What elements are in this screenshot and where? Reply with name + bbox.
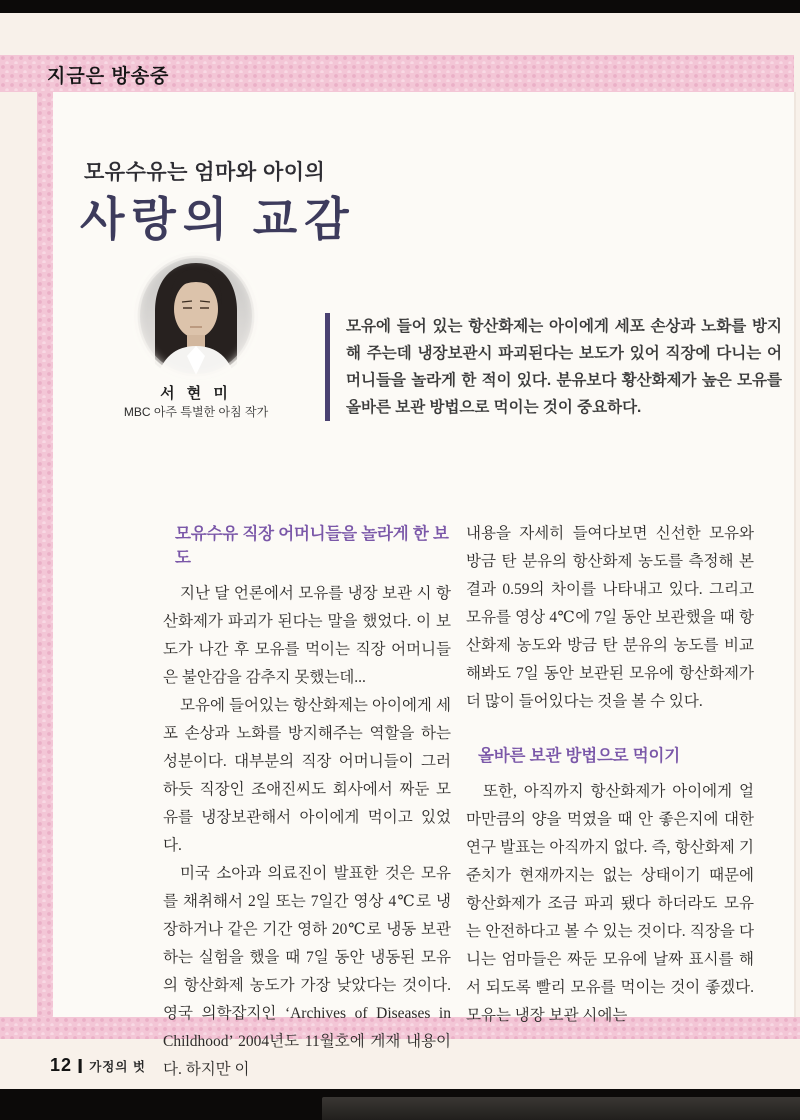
article-body — [163, 520, 755, 1084]
section-tagline: 지금은 방송중 — [47, 66, 170, 87]
article-kicker: 모유수유는 엄마와 아이의 — [84, 161, 326, 184]
author-name: 서 현 미 — [160, 385, 232, 402]
page-footer — [50, 1055, 146, 1076]
body-paragraph: 미국 소아과 의료진이 발표한 것은 모유를 채취해서 2일 또는 7일간 영상 4℃로 냉장하거나 같은 기간 영하 20℃로 냉동 보관하는 실험을 했을 때 7일 동안 냉동된 모유의 항산화제 농도가 가장 낮았다는 것이다. 영국 의학잡지인 ‘Archives of Diseases in Childhood’ 2004년도 11월호에 게재 내용이다. 하지만 이 — [163, 865, 451, 1078]
article-lead-quote: 모유에 들어 있는 항산화제는 아이에게 세포 손상과 노화를 방지해 주는데 냉장보관시 파괴된다는 보도가 있어 직장에 다니는 어머니들을 놀라게 한 적이 있다. 분유보다 황산화제가 높은 모유를 올바른 보관 방법으로 먹이는 것이 중요하다. — [325, 313, 782, 421]
footer-separator: | — [76, 1057, 84, 1074]
author-credit: MBC 아주 특별한 아침 작가 — [123, 405, 269, 419]
body-paragraph-continuation: 내용을 자세히 들여다보면 신선한 모유와 방금 탄 분유의 항산화제 농도를 측정해 본 결과 0.59의 차이를 나타내고 있다. 그리고 모유를 영상 4℃에 7일 동안 보관했을 때 항산화제 농도와 방금 탄 분유의 농도를 비교해봐도 7일 동안 보관된 모유에 항산화제가 더 많이 들어있다는 것을 볼 수 있다. — [466, 525, 754, 710]
author-portrait-photo — [132, 251, 260, 381]
left-pink-border-strip — [37, 92, 53, 1017]
section-heading-storage: 올바른 보관 방법으로 먹이기 — [478, 747, 681, 765]
body-column-left — [163, 520, 451, 1084]
publication-name: 가정의 벗 — [89, 1059, 147, 1074]
section-heading-report: 모유수유 직장 어머니들을 놀라게 한 보도 — [175, 525, 449, 567]
scanner-bed-shadow — [322, 1097, 800, 1120]
page-number: 12 — [50, 1055, 73, 1075]
magazine-page — [0, 13, 800, 1089]
body-paragraph: 또한, 아직까지 항산화제가 아이에게 얼마만큼의 양을 먹였을 때 안 좋은지에 대한 연구 발표는 아직까지 없다. 즉, 항산화제 기준치가 현재까지는 없는 상태이기 때문에 항산화제가 조금 파괴 됐다 하더라도 모유는 안전하다고 볼 수 있는 것이다. 직장을 다니는 엄마들은 짜둔 모유에 날짜 표시를 해서 되도록 빨리 모유를 먹이는 것이 좋겠다. 모유는 냉장 보관 시에는 — [466, 783, 754, 1024]
body-column-right — [466, 520, 754, 1084]
body-paragraph: 지난 달 언론에서 모유를 냉장 보관 시 항산화제가 파괴가 된다는 말을 했었다. 이 보도가 나간 후 모유를 먹이는 직장 어머니들은 불안감을 감추지 못했는데... — [163, 585, 451, 686]
article-title: 사랑의 교감 — [80, 194, 356, 245]
scanner-edge-top — [0, 0, 800, 13]
body-paragraph: 모유에 들어있는 항산화제는 아이에게 세포 손상과 노화를 방지해주는 역할을 하는 성분이다. 대부분의 직장 어머니들이 그러하듯 직장인 조애진씨도 회사에서 짜둔 모유를 냉장보관해서 아이에게 먹이고 있었다. — [163, 697, 451, 854]
photo-vignette — [132, 251, 260, 381]
